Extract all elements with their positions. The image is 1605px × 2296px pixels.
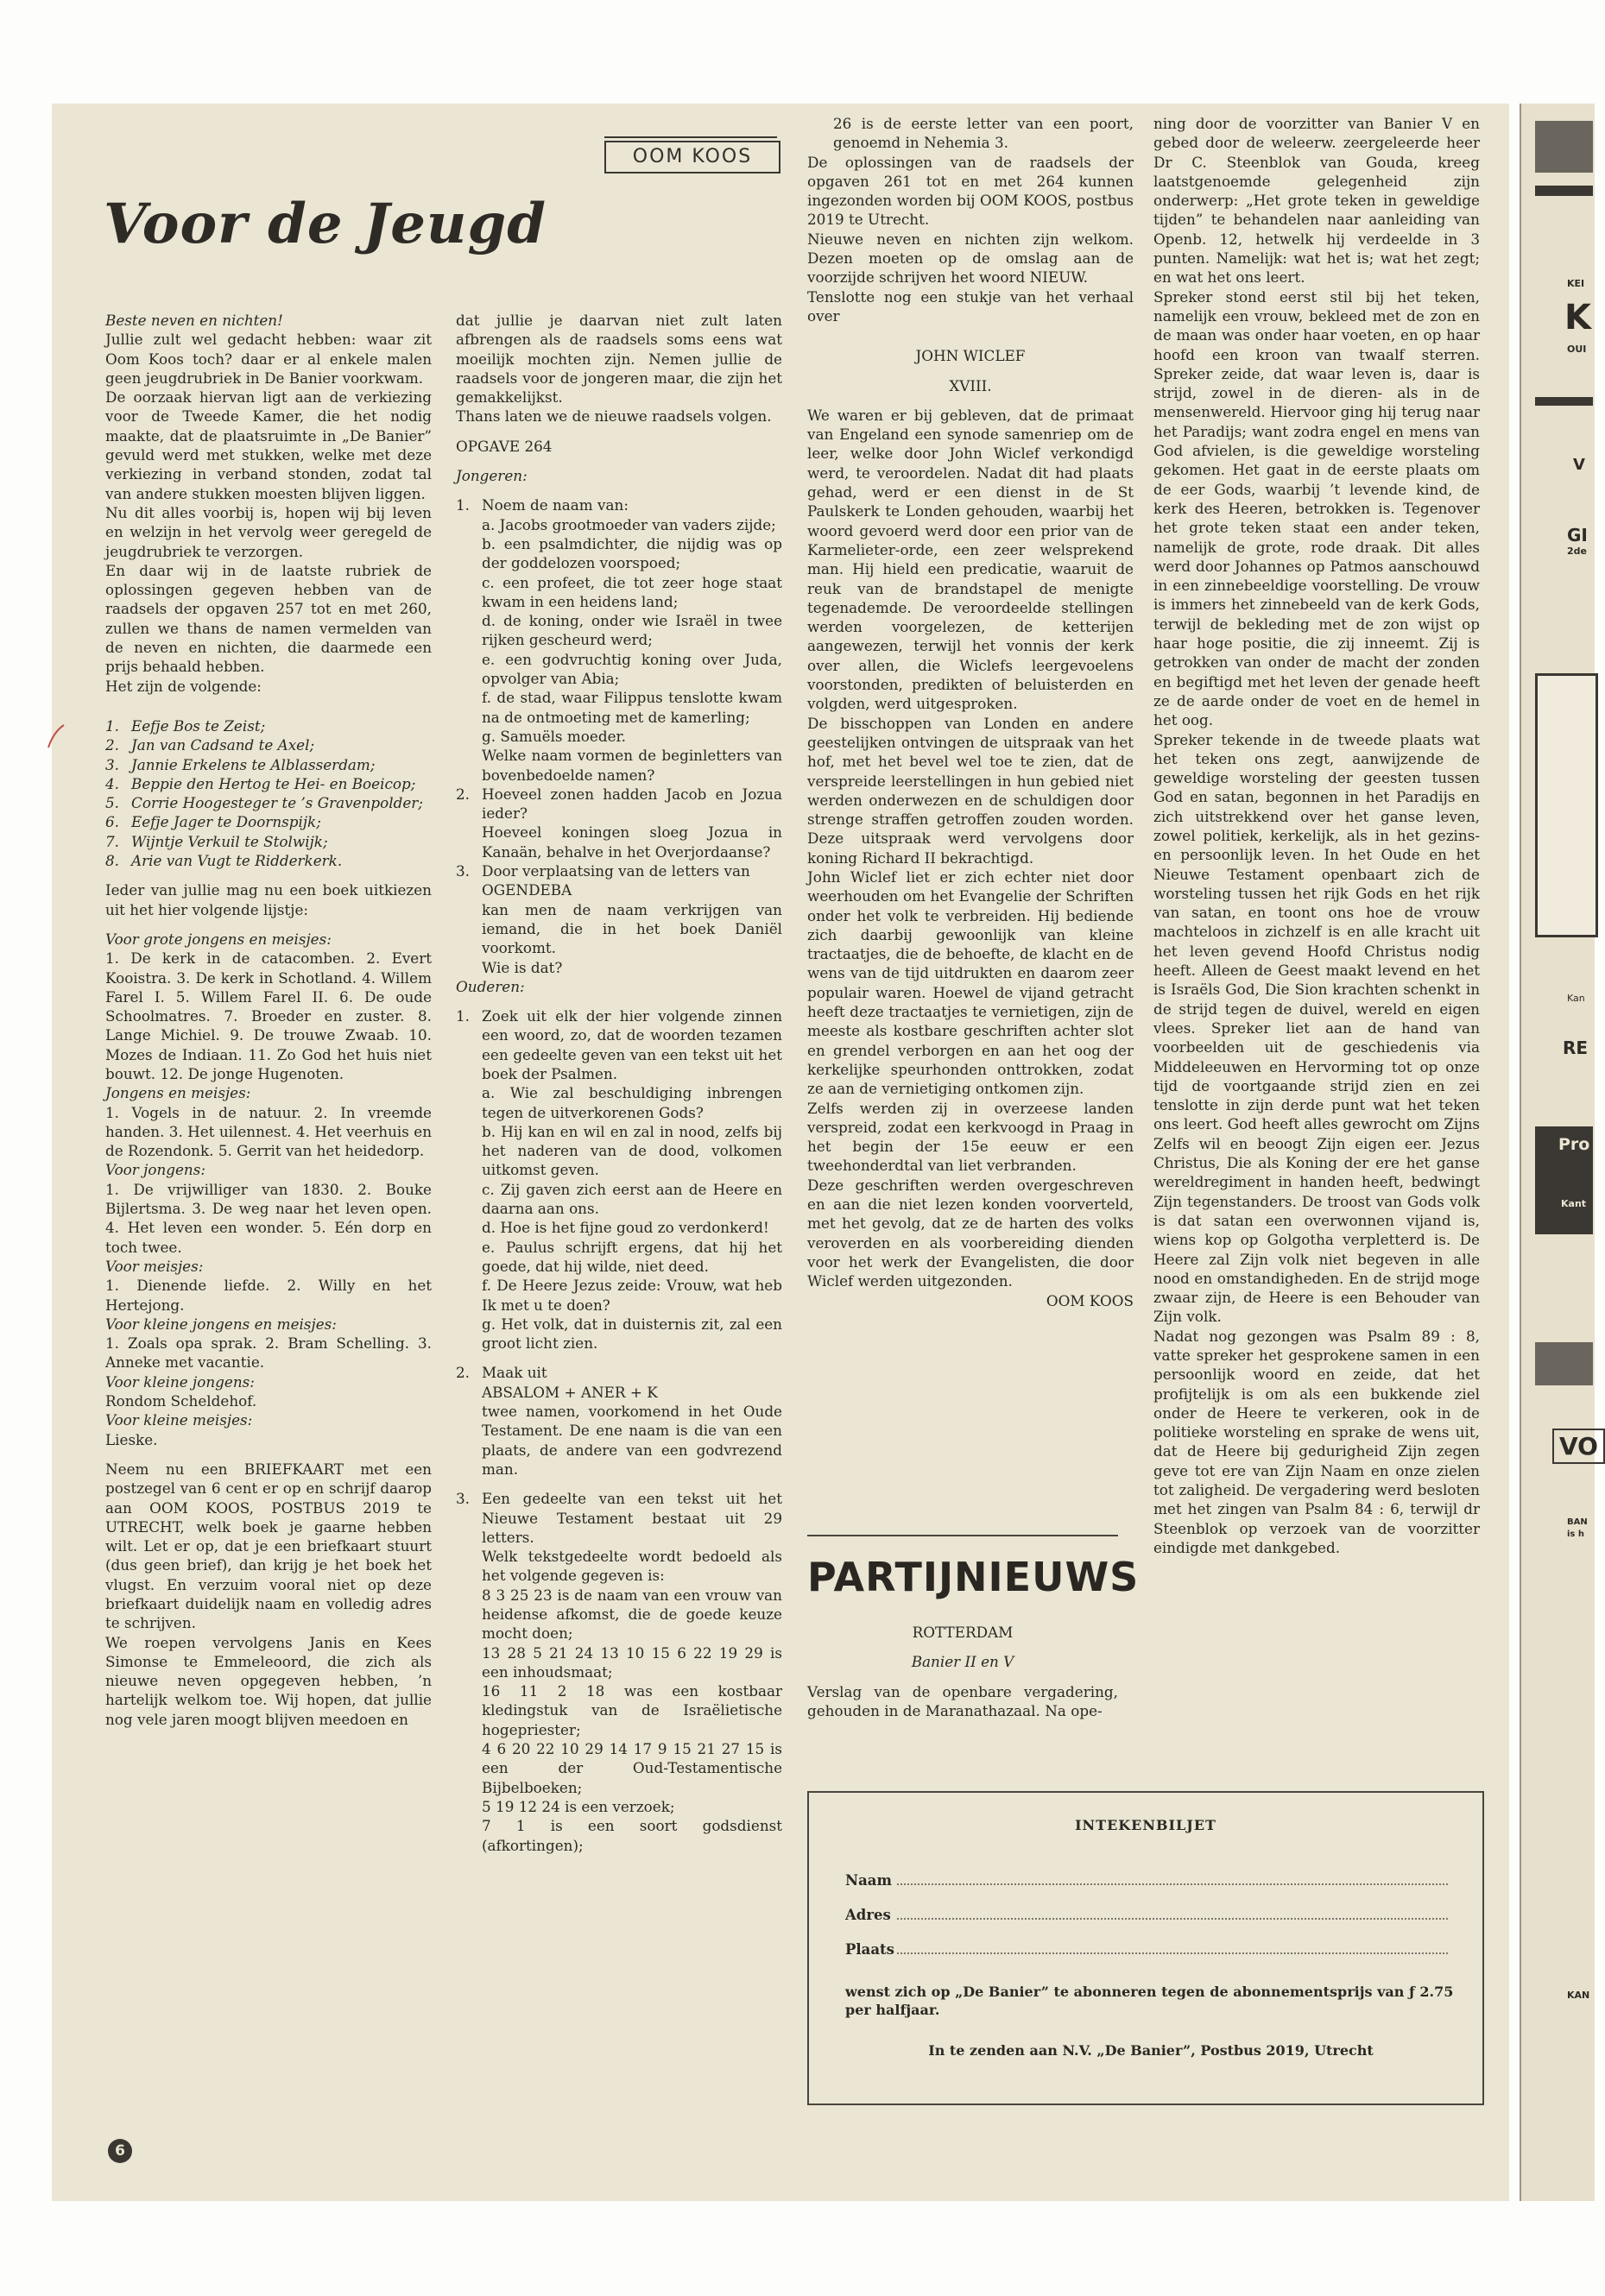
form-send-address: In te zenden aan N.V. „De Banier”, Postbus 2019, Utrecht	[928, 2042, 1374, 2059]
photo-fragment	[1535, 673, 1598, 937]
list-item: 8. Arie van Vugt te Ridderkerk.	[105, 852, 343, 870]
opgave-heading: OPGAVE 264	[456, 437, 553, 455]
list-item: 16 11 2 18 was een kostbaar kledingstuk van de Israëlietische hogepriester;	[482, 1682, 782, 1738]
paragraph: Het zijn de volgende:	[105, 677, 262, 695]
place-label: Plaats	[845, 1941, 894, 1958]
paragraph: De oorzaak hiervan ligt aan de verkiezing voor de Tweede Kamer, die het nodig maakte, dat de plaatsruimte in „De Banier” gevuld werd met stukken, welke met deze verkiezing in verband stonden, zodat tal van andere stukken moesten blijven liggen.	[105, 388, 432, 502]
group-list: Rondom Scheldehof.	[105, 1392, 257, 1410]
list-item: 2. Maak uit	[456, 1364, 547, 1382]
group-heading: Voor kleine jongens en meisjes:	[105, 1315, 337, 1333]
paragraph: De bisschoppen van Londen en andere geestelijken ontvingen de uitspraak van het hof, met het bevel wel toe te zien, dat de verspreide leerstellingen in hun gebied niet werden onderwezen en de schuldigen door strenge straffen getroffen zouden worden. Deze uitspraak werd vervolgens door koning Richard II bekrachtigd.	[807, 714, 1134, 867]
list-item: 3. Jannie Erkelens te Alblasserdam;	[105, 755, 376, 773]
list-item: kan men de naam verkrijgen van iemand, die in het boek Daniël voorkomt.	[482, 900, 782, 957]
form-title: INTEKENBILJET	[1075, 1817, 1216, 1833]
paragraph: Nadat nog gezongen was Psalm 89 : 8, vatte spreker het gesprokene samen in een persoonlijk woord en zeide, dat het profijtelijk is om als een bukkende ziel onder de Heere te verkeren, ook in de politieke worsteling en sprake de wens uit, dat de Heere bij gedurigheid Zijn zegen geve tot ere van Zijn Naam en onze zielen tot zaligheid. De vergadering werd besloten met het zingen van Psalm 84 : 6, terwijl dr Steenblok op verzoek van de voorzitter eindigde met dankgebed.	[1153, 1327, 1480, 1556]
address-field[interactable]	[845, 1907, 1448, 1923]
pencil-mark-icon	[43, 723, 67, 749]
paragraph: Spreker tekende in de tweede plaats wat het teken ons zegt, aanwijzende de geweldige worsteling der geesten tussen God en satan, begonnen in het Paradijs en zich uitstrekkend over het ganse leven, zowel politiek, kerkelijk, als in het gezins- en persoonlijk leven. In het Oude en het Nieuwe Testament openbaart zich de worsteling tussen het rijk Gods en het rijk van satan, en toont ons hoe de vrouw machteloos in zichzelf is en alle kracht uit het leven gevend Hoofd Christus nodig heeft. Alleen de Geest maakt levend en het is Israëls God, Die Sion krachten schenkt in de strijd tegen de duivel, wereld en eigen vlees. Spreker liet aan de hand van voorbeelden uit de geschiedenis via Middeleeuwen en Hervorming tot op onze tijd de voortgaande strijd zien en zei tenslotte in zijn derde punt wat het teken ons leert. God heeft alles gewrocht om Zijns Zelfs wil en beoogt Zijn eigen eer. Jezus Christus, Die als Koning der ere het ganse wereldregiment in handen heeft, bedwingt Zijn tegenstanders. De troost van Gods volk is dat satan een overwonnen vijand is, wiens kop op Golgotha verpletterd is. De Heere zal Zijn volk niet begeven in alle nood en omstandigheden. En de strijd moge zwaar zijn, de Heere is een Behouder van Zijn volk.	[1153, 730, 1480, 1326]
list-item: c. een profeet, die tot zeer hoge staat kwam in een heidens land;	[482, 573, 782, 610]
list-item: 3. Door verplaatsing van de letters van	[456, 862, 750, 880]
paragraph: Nieuwe neven en nichten zijn welkom. Dezen moeten op de omslag aan de voorzijde schrijven het woord NIEUW.	[807, 230, 1134, 287]
group-heading: Jongens en meisjes:	[105, 1084, 251, 1102]
paragraph: John Wiclef liet er zich echter niet door weerhouden om het Evangelie der Schriften onder het volk te verbreiden. Hij bediende zich daarbij gewoonlijk van kleine tractaatjes, die de behoefte, de klacht en de wens van de tijd uitdrukten en daarom zeer populair waren. Hoewel de vijand getracht heeft deze tractaatjes te vernietigen, zijn de meeste als kostbare geschriften achter slot en grendel verborgen en aan het oog der kerkelijke speurhonden onttrokken, zodat ze aan de vernietiging ontkomen zijn.	[807, 867, 1134, 1098]
text-fragment: RE	[1563, 1038, 1589, 1058]
group-list: Lieske.	[105, 1430, 158, 1448]
list-item: 3. Een gedeelte van een tekst uit het Nieuwe Testament bestaat uit 29 letters.	[456, 1490, 782, 1546]
list-item: Welke naam vormen de beginletters van bovenbedoelde namen?	[482, 747, 782, 784]
list-item: 1. Eefje Bos te Zeist;	[105, 716, 266, 735]
list-item: Hoeveel koningen sloeg Jozua in Kanaän, behalve in het Overjordaanse?	[482, 823, 782, 861]
list-item: e. Paulus schrijft ergens, dat hij het goede, dat hij wilde, niet deed.	[482, 1238, 782, 1275]
column-2	[456, 311, 782, 1855]
list-item: twee namen, voorkomend in het Oude Testament. De ene naam is die van een plaats, de andere van een godvrezend man.	[482, 1403, 782, 1478]
puzzle-word: ABSALOM + ANER + K	[482, 1383, 658, 1401]
address-label: Adres	[845, 1907, 891, 1923]
list-item: 2. Hoeveel zonen hadden Jacob en Jozua ieder?	[456, 785, 782, 823]
group-heading: Voor kleine meisjes:	[105, 1411, 253, 1429]
header-rule	[604, 136, 777, 138]
list-item: 4. Beppie den Hertog te Hei- en Boeicop;	[105, 774, 416, 792]
list-item: 26 is de eerste letter van een poort, genoemd in Nehemia 3.	[833, 115, 1134, 152]
text-fragment: is h	[1567, 1530, 1584, 1539]
paragraph: Verslag van de openbare vergadering, gehouden in de Maranathazaal. Na ope-	[807, 1682, 1118, 1719]
list-item: 1. Zoek uit elk der hier volgende zinnen een woord, zo, dat de woorden tezamen een gedeelte geven van een tekst uit het boek der Psalmen.	[456, 1007, 782, 1082]
place-field[interactable]	[845, 1941, 1448, 1958]
paragraph: We waren er bij gebleven, dat de primaat van Engeland een synode samenriep om de leer, welke door John Wiclef verkondigd werd, te veroordelen. Nadat dit had plaats gehad, werd er een dienst in de St Paulskerk te Londen gehouden, waarbij het woord gevoerd werd door een prior van de Karmelieter-orde, een zeer welsprekend man. Hij hield een predicatie, waaruit de reuk van de brandstapel de menigte tegenademde. De veroordeelde stellingen werden voorgelezen, de ketterijen aangewezen, terwijl het vonnis der kerk over allen, die Wiclefs leergevoelens voorstonden, predikten of beluisterden en volgden, werd uitgesproken.	[807, 406, 1134, 713]
group-heading: Jongeren:	[456, 467, 528, 485]
text-fragment: KAN	[1567, 1990, 1590, 2001]
list-item: b. Hij kan en wil en zal in nood, zelfs bij het naderen van de dood, volkomen uitkomst geven.	[482, 1122, 782, 1179]
group-heading: Voor kleine jongens:	[105, 1372, 255, 1391]
text-fragment: 2de	[1567, 546, 1587, 557]
column-4	[1153, 114, 1480, 1557]
column-1	[105, 311, 432, 1729]
divider	[807, 1535, 1118, 1536]
text-fragment: KEI	[1567, 278, 1585, 289]
text-fragment: Kan	[1567, 993, 1585, 1004]
group-heading: Ouderen:	[456, 977, 525, 995]
section-label: OOM KOOS	[604, 141, 780, 173]
sub-heading: Banier II en V	[911, 1653, 1014, 1671]
group-heading: Voor jongens:	[105, 1161, 206, 1179]
column-3	[807, 114, 1134, 1310]
bar-fragment	[1535, 397, 1593, 406]
list-item: d. Hoe is het fijne goud zo verdonkerd!	[482, 1219, 769, 1237]
photo-fragment	[1535, 1342, 1593, 1385]
page-number: 6	[108, 2139, 132, 2163]
list-item: e. een godvruchtig koning over Juda, opvolger van Abia;	[482, 650, 782, 688]
list-item: 1. Noem de naam van:	[456, 496, 629, 514]
paragraph: Jullie zult wel gedacht hebben: waar zit Oom Koos toch? daar er al enkele malen geen jeugdrubriek in De Banier voorkwam.	[105, 331, 432, 387]
list-item: c. Zij gaven zich eerst aan de Heere en daarna aan ons.	[482, 1180, 782, 1218]
sub-items	[456, 1547, 782, 1855]
group-list: 1. Dienende liefde. 2. Willy en het Hertejong.	[105, 1277, 432, 1314]
list-item: d. de koning, onder wie Israël in twee rijken gescheurd werd;	[482, 612, 782, 649]
list-item: g. Samuëls moeder.	[482, 727, 627, 745]
page-title: Voor de Jeugd	[104, 192, 547, 256]
signature: OOM KOOS	[1046, 1291, 1134, 1309]
paragraph: Neem nu een BRIEFKAART met een postzegel van 6 cent er op en schrijf daarop aan OOM KOOS, POSTBUS 2019 te UTRECHT, welk boek je gaarne hebben wilt. Let er op, dat je een briefkaart stuurt (dus geen brief), dan krijg je het boek het vlugst. En verzuim vooral niet op deze briefkaart duidelijk naam en volledig adres te schrijven.	[105, 1460, 432, 1632]
list-item: f. De Heere Jezus zeide: Vrouw, wat heb Ik met u te doen?	[482, 1277, 782, 1314]
paragraph: Nu dit alles voorbij is, hopen wij bij leven en welzijn in het vervolg weer geregeld de jeugdrubriek te verzorgen.	[105, 503, 432, 560]
puzzle-word: OGENDEBA	[482, 881, 572, 899]
salutation: Beste neven en nichten!	[105, 312, 283, 329]
sub-items	[456, 1083, 782, 1353]
list-item: g. Het volk, dat in duisternis zit, zal een groot licht zien.	[482, 1315, 782, 1353]
form-text: wenst zich op „De Banier” te abonneren tegen de abonnementsprijs van ƒ 2.75 per halfjaar.	[845, 1984, 1454, 2018]
story-title: JOHN WICLEF	[915, 347, 1026, 365]
column-3-bottom	[807, 1623, 1118, 1720]
list-item: 5 19 12 24 is een verzoek;	[482, 1797, 675, 1815]
text-fragment: Pro	[1558, 1135, 1590, 1154]
text-fragment: GI	[1567, 525, 1588, 546]
list-item: Wie is dat?	[482, 958, 563, 976]
group-list: 1. De kerk in de catacomben. 2. Evert Kooistra. 3. De kerk in Schotland. 4. Willem Farel I. 5. Willem Farel II. 6. De oude Schoolmatres. 7. Broeder en zuster. 8. Lange Michiel. 9. De trouwe Zwaab. 10. Mozes de Indiaan. 11. Zo God het huis niet bouwt. 12. De jonge Hugenoten.	[105, 949, 432, 1082]
sub-items	[456, 515, 782, 785]
list-item: b. een psalmdichter, die nijdig was op der goddelozen voorspoed;	[482, 534, 782, 572]
paragraph: Deze geschriften werden overgeschreven en aan die niet lezen konden voorverteld, met het gevolg, dat ze de harten des volks veroverden en als voorbereiding dienden voor het werk der Evangelisten, die door Wiclef werden uitgezonden.	[807, 1176, 1134, 1290]
paragraph: Tenslotte nog een stukje van het verhaal over	[807, 287, 1134, 325]
text-fragment: Kant	[1561, 1198, 1587, 1209]
paragraph: Thans laten we de nieuwe raadsels volgen.	[456, 407, 772, 426]
list-item: 7. Wijntje Verkuil te Stolwijk;	[105, 832, 328, 850]
bar-fragment	[1535, 186, 1593, 196]
list-item: 6. Eefje Jager te Doornspijk;	[105, 813, 321, 831]
paragraph: We roepen vervolgens Janis en Kees Simonse te Emmeleoord, die zich als nieuwe neven opgegeven hebben, ’n hartelijk welkom toe. Wij hopen, dat jullie nog vele jaren moogt blijven meedoen en	[105, 1633, 432, 1728]
story-chapter: XVIII.	[949, 376, 992, 394]
paragraph: Spreker stond eerst stil bij het teken, namelijk een vrouw, bekleed met de zon en de maan was onder haar voeten, en op haar hoofd een kroon van twaalf sterren. Spreker zeide, dat waar leven is, daar is strijd, zowel in de dieren- als in de mensenwereld. Hiervoor ging hij terug naar het Paradijs; want zodra engel en mens van God afvielen, is die geweldige worsteling gekomen. Het gaat in de eerste plaats om de eer Gods, waarbij ’t levende kind, de kerk des Heeren, betrokken is. Tegenover het grote teken staat een ander teken, namelijk de grote, rode draak. Dit alles werd door Johannes op Patmos aanschouwd in een zinnebeeldige voorstelling. De vrouw is immers het zinnebeeld van de kerk Gods, terwijl de bekleding met de zon wijst op haar hoge positie, die zij inneemt. Zij is getrokken van onder de macht der zonden en begiftigd met het leven der genade heeft ze de aarde onder de voet en de hemel in het oog.	[1153, 287, 1480, 729]
text-fragment: VO	[1552, 1429, 1605, 1464]
list-item: f. de stad, waar Filippus tenslotte kwam na de ontmoeting met de kamerling;	[482, 689, 782, 726]
photo-fragment	[1535, 121, 1593, 173]
paragraph: ning door de voorzitter van Banier V en gebed door de weleerw. zeergeleerde heer Dr C. Steenblok van Gouda, kreeg laatstgenoemde gelegenheid zijn onderwerp: „Het grote teken in geweldige tijden” te behandelen naar aanleiding van Openb. 12, hetwelk hij verdeelde in 3 punten. Namelijk: wat het is; wat het zegt; en wat het ons leert.	[1153, 115, 1480, 287]
group-heading: Voor grote jongens en meisjes:	[105, 930, 332, 948]
paragraph: dat jullie je daarvan niet zult laten afbrengen als de raadsels soms eens wat moeilijk mochten zijn. Nemen jullie de raadsels voor de jongeren maar, die zijn het gemakkelijkst.	[456, 312, 782, 407]
list-item: a. Jacobs grootmoeder van vaders zijde;	[482, 515, 776, 533]
group-list: 1. Vogels in de natuur. 2. In vreemde handen. 3. Het uilennest. 4. Het veerhuis en de Rozendonk. 5. Gerrit van het heidedorp.	[105, 1103, 432, 1160]
name-field[interactable]	[845, 1872, 1448, 1889]
text-fragment: OUI	[1567, 344, 1587, 355]
list-item: 2. Jan van Cadsand te Axel;	[105, 736, 315, 754]
text-fragment: V	[1573, 456, 1585, 474]
city-heading: ROTTERDAM	[912, 1624, 1014, 1641]
name-label: Naam	[845, 1872, 892, 1889]
section-heading: PARTIJNIEUWS	[807, 1554, 1140, 1600]
list-item: 5. Corrie Hoogesteger te ’s Gravenpolder;	[105, 794, 423, 812]
subscription-form	[807, 1791, 1484, 2105]
puzzle-list-young	[456, 495, 782, 514]
text-fragment: BAN	[1567, 1517, 1588, 1527]
list-item: 4 6 20 22 10 29 14 17 9 15 21 27 15 is een der Oud-Testamentische Bijbelboeken;	[482, 1740, 782, 1796]
winners-list	[105, 716, 432, 870]
list-item: Welk tekstgedeelte wordt bedoeld als het volgende gegeven is:	[482, 1548, 782, 1585]
group-list: 1. De vrijwilliger van 1830. 2. Bouke Bijlertsma. 3. De weg naar het leven open. 4. Het leven een wonder. 5. Eén dorp en toch twee.	[105, 1180, 432, 1256]
group-heading: Voor meisjes:	[105, 1257, 204, 1275]
group-list: 1. Zoals opa sprak. 2. Bram Schelling. 3. Anneke met vacantie.	[105, 1334, 432, 1372]
list-item: 7 1 is een soort godsdienst (afkortingen);	[482, 1817, 782, 1854]
text-fragment: K	[1564, 298, 1591, 337]
paragraph: Ieder van jullie mag nu een boek uitkiezen uit het hier volgende lijstje:	[105, 881, 432, 918]
paragraph: En daar wij in de laatste rubriek de oplossingen gegeven hebben van de raadsels der opgaven 257 tot en met 260, zullen we thans de namen vermelden van de neven en nichten, die daarmede een prijs behaald hebben.	[105, 561, 432, 676]
paragraph: Zelfs werden zij in overzeese landen verspreid, zodat een kerkvoogd in Praag in het begin der 15e eeuw er een tweehonderdtal van liet verbranden.	[807, 1099, 1134, 1175]
list-item: 13 28 5 21 24 13 10 15 6 22 19 29 is een inhoudsmaat;	[482, 1643, 782, 1681]
list-item: a. Wie zal beschuldiging inbrengen tegen de uitverkorenen Gods?	[482, 1084, 782, 1121]
paragraph: De oplossingen van de raadsels der opgaven 261 tot en met 264 kunnen ingezonden worden bij OOM KOOS, postbus 2019 te Utrecht.	[807, 153, 1134, 229]
list-item: 8 3 25 23 is de naam van een vrouw van heidense afkomst, die de goede keuze mocht doen;	[482, 1586, 782, 1643]
